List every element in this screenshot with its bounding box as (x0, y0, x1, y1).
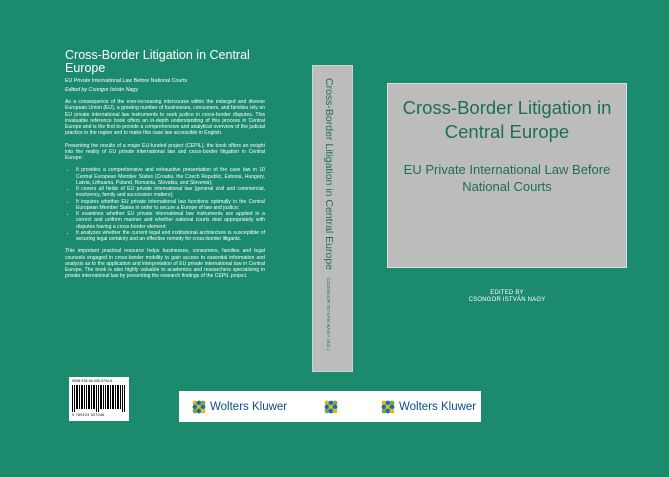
front-editor-block (387, 290, 627, 304)
wolters-kluwer-mark-icon (191, 399, 207, 415)
back-paragraph: Presenting the results of a major EU-funded project (CEPIL), the book offers an insight into the reality of EU private international law and cross-border litigation in Central Europe: (65, 142, 265, 161)
bullet-item: • It covers all fields of EU private international law (general civil and commercial, insolvency, family and succession matters); (76, 186, 265, 199)
spine-panel (312, 65, 353, 372)
back-bullet-list (65, 167, 265, 242)
back-closing-paragraph: This important practical resource helps businesses, consumers, families and legal counsels engaged in cross-border mobility to gain access to essential information and analysis as to the application and interpretation of EU private international law in Central Europe. The book is also highly valuable to academics and researchers specializing in private international law by presenting the research findings of the CEPIL project. (65, 248, 265, 280)
spine-title: Cross-Border Litigation in Central Europe (323, 78, 335, 271)
front-title-panel (387, 83, 627, 268)
publisher-name: Wolters Kluwer (399, 401, 477, 413)
spine-editor: CSONGOR ISTVÁN NAGY (ED.) (326, 278, 331, 351)
barcode (69, 377, 129, 421)
wolters-kluwer-mark-icon (323, 399, 339, 415)
front-title: Cross-Border Litigation in Central Europe (402, 97, 612, 142)
back-cover (65, 49, 265, 286)
barcode-digits: 9 789403 507046 (72, 413, 105, 417)
front-subtitle: EU Private International Law Before National Courts (403, 162, 611, 194)
back-title: Cross-Border Litigation in Central Europe (65, 48, 250, 75)
back-subtitle: EU Private International Law Before National Courts (65, 78, 188, 84)
barcode-icon (72, 385, 126, 412)
bullet-item: • It analyzes whether the current legal and institutional architecture is susceptible of securing legal certainty and an effective remedy for cross-border litigants. (76, 230, 265, 243)
edited-by-label: EDITED BY (490, 290, 524, 296)
bullet-item: • It provides a comprehensive and exhaustive presentation of the case law in 10 Central European Member States (Croatia, the Czech Republic, Estonia, Hungary, Latvia, Lithuania, Poland, Romania, Slovakia, and Slovenia); (76, 167, 265, 186)
publisher-name: Wolters Kluwer (210, 401, 288, 413)
bullet-item: • It inquires whether EU private international law functions optimally in the Central European Member States in order to secure a Europe of law and justice; (76, 199, 265, 212)
back-paragraph: As a consequence of the ever-increasing intercourse within the enlarged and diverse European Union (EU), a growing number of businesses, consumers, and families rely on EU private international law instruments to seek justice in cross-border disputes. This invaluable reference book offers an in-depth understanding of this process in Central Europe and is the first to provide a comprehensive and analytical overview of the judicial practice in the region and to make this case law accessible in English. (65, 99, 265, 137)
bullet-item: • It examines whether EU private international law instruments are applied in a correct and uniform manner and whether national courts deal appropriately with disputes having a cross-border element; (76, 211, 265, 230)
publisher-strip (179, 391, 481, 422)
front-editor-name: CSONGOR ISTVÁN NAGY (468, 297, 546, 303)
wolters-kluwer-mark-icon (380, 399, 396, 415)
back-editor: Edited by Csongor István Nagy (65, 86, 139, 93)
isbn-text: ISBN 978-94-035-0704-6 (72, 379, 113, 383)
